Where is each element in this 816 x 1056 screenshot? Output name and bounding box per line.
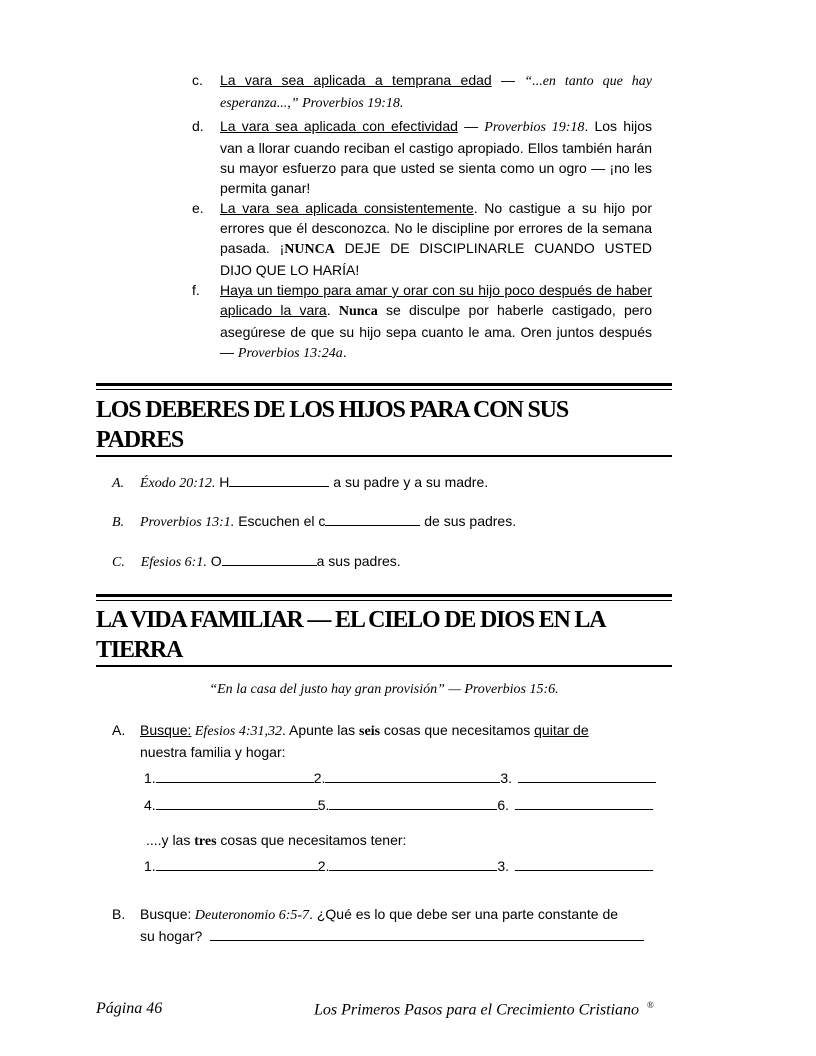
- list-item-d: [192, 116, 652, 198]
- list-item-c: [192, 70, 652, 114]
- item-text-2: DEJE DE DISCIPLINARLE CUANDO USTED DIJO QUE LO HARÍA!: [220, 240, 652, 278]
- section-rule-thick: [96, 383, 672, 386]
- answer-number: 4.: [144, 797, 156, 813]
- item-text: . Los hijos van a llorar cuando reciban el castigo apropiado. Ellos también harán su mayor esfuerzo para que usted se sienta como un ogro — ¡no les permita ganar!: [220, 118, 653, 196]
- title-line-2: PADRES: [96, 425, 672, 457]
- dash: —: [491, 72, 525, 88]
- duty-reference: Éxodo 20:12.: [139, 476, 216, 491]
- book-title: [314, 1000, 654, 1019]
- item-reference: Proverbios 19:18.: [298, 96, 404, 111]
- question-reference: Deuteronomio 6:5-7: [191, 908, 310, 923]
- item-letter: c.: [192, 72, 203, 88]
- blank-field[interactable]: [329, 795, 497, 810]
- tres-text-2: cosas que necesitamos tener:: [216, 832, 407, 848]
- question-text: . Apunte las: [281, 722, 360, 738]
- answer-number: 2.: [313, 770, 326, 786]
- blank-field[interactable]: [222, 551, 317, 566]
- duty-label: C.: [112, 555, 125, 570]
- family-quote: “En la casa del justo hay gran provisión” — Proverbios 15:6.: [209, 682, 559, 697]
- question-text-2: su hogar?: [140, 928, 203, 944]
- answer-row-2: [144, 795, 653, 815]
- blank-field[interactable]: [515, 795, 653, 810]
- book-title-text: Los Primeros Pasos para el Crecimiento Cristiano: [314, 1001, 640, 1019]
- section-title-duties: [96, 395, 672, 457]
- duty-b: [112, 511, 516, 533]
- tres-prompt: [146, 830, 406, 852]
- title-line-2: TIERRA: [96, 635, 672, 667]
- list-item-f: [192, 280, 652, 364]
- item-letter: f.: [192, 282, 200, 298]
- item-heading: La vara sea aplicada a temprana edad: [220, 72, 492, 88]
- question-reference: Efesios 4:31,32: [191, 724, 282, 739]
- duty-text-end: a su padre y a su madre.: [329, 474, 489, 490]
- dot: .: [326, 302, 339, 318]
- busque-label: Busque:: [140, 722, 192, 738]
- duty-c: [112, 551, 401, 573]
- duty-text-end: de sus padres.: [420, 513, 517, 529]
- blank-field[interactable]: [518, 768, 656, 783]
- blank-field[interactable]: [515, 856, 653, 871]
- item-emphasis: Nunca: [338, 304, 378, 319]
- question-text-3: nuestra familia y hogar:: [140, 744, 286, 760]
- answer-number: 1.: [144, 858, 156, 874]
- item-emphasis: NUNCA: [284, 242, 335, 257]
- title-line-1: LOS DEBERES DE LOS HIJOS PARA CON SUS: [96, 397, 568, 423]
- question-b: [112, 904, 652, 946]
- question-underlined: quitar de: [534, 722, 589, 738]
- question-emphasis: seis: [359, 724, 381, 739]
- item-letter: e.: [192, 200, 204, 216]
- question-text-2: cosas que necesitamos: [380, 722, 535, 738]
- answer-number: 6.: [497, 797, 510, 813]
- blank-field[interactable]: [210, 926, 644, 941]
- item-reference: Proverbios 19:18: [484, 120, 585, 135]
- question-label: B.: [112, 906, 126, 922]
- duty-text-end: a sus padres.: [316, 553, 401, 569]
- dash: —: [457, 118, 485, 134]
- duty-reference: Efesios 6:1.: [140, 555, 207, 570]
- item-heading: Haya un tiempo para amar y orar con su hijo poco después de haber aplicado la vara: [220, 282, 652, 318]
- busque-label: Busque:: [140, 906, 192, 922]
- blank-field[interactable]: [229, 472, 329, 487]
- answer-row-3: [144, 856, 653, 876]
- duty-text: H: [215, 474, 230, 490]
- duty-text: Escuchen el c: [234, 513, 326, 529]
- duty-reference: Proverbios 13:1.: [139, 515, 235, 530]
- section-title-family: [96, 605, 672, 667]
- item-heading: La vara sea aplicada con efectividad: [220, 118, 458, 134]
- question-a: [112, 720, 652, 762]
- item-reference: Proverbios 13:24a: [237, 346, 343, 361]
- page-number: Página 46: [96, 1000, 163, 1017]
- item-letter: d.: [192, 118, 204, 134]
- list-item-e: [192, 198, 652, 280]
- section-rule-thin: [96, 600, 672, 601]
- answer-number: 5.: [317, 797, 330, 813]
- blank-field[interactable]: [156, 856, 318, 871]
- answer-row-1: [144, 768, 656, 788]
- registered-mark: ®: [647, 1000, 654, 1010]
- duty-label: B.: [112, 515, 125, 530]
- blank-field[interactable]: [325, 511, 420, 526]
- question-label: A.: [112, 722, 126, 738]
- blank-field[interactable]: [156, 768, 314, 783]
- answer-number: 3.: [500, 770, 513, 786]
- item-heading: La vara sea aplicada consistentemente: [220, 200, 474, 216]
- blank-field[interactable]: [329, 856, 497, 871]
- blank-field[interactable]: [325, 768, 500, 783]
- tres-text: ....y las: [146, 832, 195, 848]
- tres-emphasis: tres: [194, 834, 217, 849]
- blank-field[interactable]: [156, 795, 318, 810]
- answer-number: 3.: [497, 858, 510, 874]
- duty-label: A.: [112, 476, 125, 491]
- answer-number: 1.: [144, 770, 156, 786]
- answer-number: 2.: [317, 858, 330, 874]
- duty-a: [112, 472, 488, 494]
- title-line-1: LA VIDA FAMILIAR — EL CIELO DE DIOS EN LA: [96, 607, 606, 633]
- item-end: .: [342, 344, 347, 360]
- section-rule-thin: [96, 389, 672, 390]
- duty-text: O: [206, 553, 222, 569]
- section-rule-thick: [96, 594, 672, 597]
- item-quote: “...en tanto que hay esperanza...,”: [220, 74, 652, 111]
- question-text: . ¿Qué es lo que debe ser una parte constante de: [309, 906, 619, 922]
- item-text: . No castigue a su hijo por errores que él desconozca. No le discipline por errores de la semana pasada. ¡: [220, 200, 652, 256]
- item-text: se disculpe por haberle castigado, pero asegúrese de que su hijo sepa cuanto le ama. Oren juntos después —: [220, 302, 652, 360]
